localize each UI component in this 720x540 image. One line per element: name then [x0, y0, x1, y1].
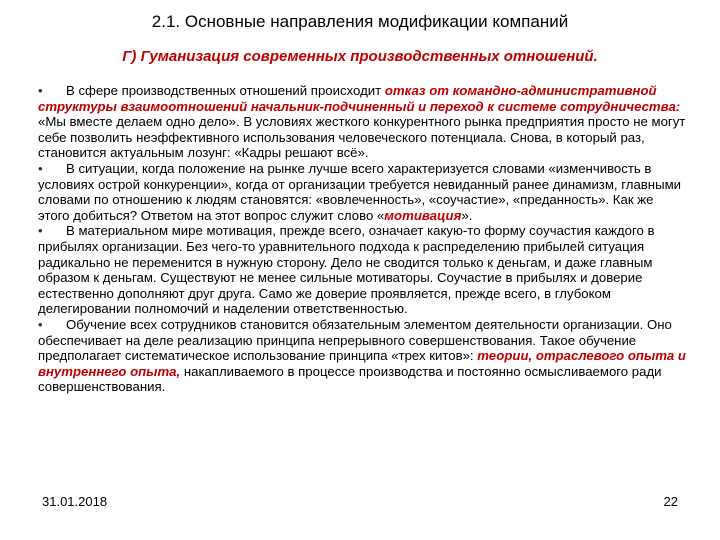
page-number: 22: [663, 494, 678, 509]
bullet-item-3: [38, 223, 688, 317]
slide-title: 2.1. Основные направления модификации компаний: [151, 12, 569, 31]
bullet-text: В сфере производственных отношений происходит: [66, 83, 385, 98]
bullet-item-1: [38, 83, 688, 161]
bullet-list: [38, 83, 688, 395]
bullet-emphasis: отказ от командно-административной структуры взаимоотношений начальник-подчиненный и переход к системе сотрудничества:: [38, 83, 681, 114]
bullet-text: В материальном мире мотивация, прежде всего, означает какую-то форму соучастия каждого в прибылях организации. Без чего-то уравнительного подхода к распределению прибылей ситуация радикально не переменится в нужную сторону. Дело не сводится только к деньгам, и даже главным образом к деньгам. Существуют не менее сильные мотиваторы. Соучастие в прибылях и доверие естественно дополняют друг друга. Само же доверие проявляется, прежде всего, в глубоком делегировании полномочий и наделении ответственностью.: [38, 223, 655, 317]
bullet-text: Обучение всех сотрудников становится обязательным элементом деятельности организации. Оно обеспечивает на деле реализацию принципа непрерывного совершенствования. Такое обучение предполагает систематическое использование принципа «трех китов»:: [38, 316, 672, 364]
bullet-item-4: [38, 317, 688, 395]
bullet-marker: •: [38, 316, 43, 332]
footer-date: 31.01.2018: [42, 494, 108, 509]
bullet-text-rest: ».: [461, 207, 473, 223]
bullet-text-rest: «Мы вместе делаем одно дело». В условиях жесткого конкурентного рынка предприятия просто не могут себе позволить неэффективного использования человеческого потенциала. Снова, в который раз, становится актуальным лозунг: «Кадры решают всё».: [38, 114, 686, 161]
bullet-text-rest: накапливаемого в процессе производства и постоянно осмысливаемого ради совершенствования.: [38, 363, 662, 395]
bullet-item-2: [38, 161, 688, 223]
bullet-emphasis: мотивация: [384, 207, 462, 223]
slide-subtitle: Г) Гуманизация современных производственных отношений.: [122, 48, 598, 65]
bullet-text: В ситуации, когда положение на рынке лучше всего характеризуется словами «изменчивость в условиях острой конкуренции», когда от организации требуется невиданный ранее динамизм, главными словами по отношению к людям становятся: «вовлеченность», «соучастие», «преданность». Как же этого добиться? Ответом на этот вопрос служит слово «: [38, 160, 681, 223]
bullet-emphasis: теории, отраслевого опыта и внутреннего опыта,: [38, 348, 686, 379]
bullet-marker: •: [38, 160, 43, 176]
bullet-marker: •: [38, 223, 43, 239]
bullet-marker: •: [38, 83, 43, 98]
